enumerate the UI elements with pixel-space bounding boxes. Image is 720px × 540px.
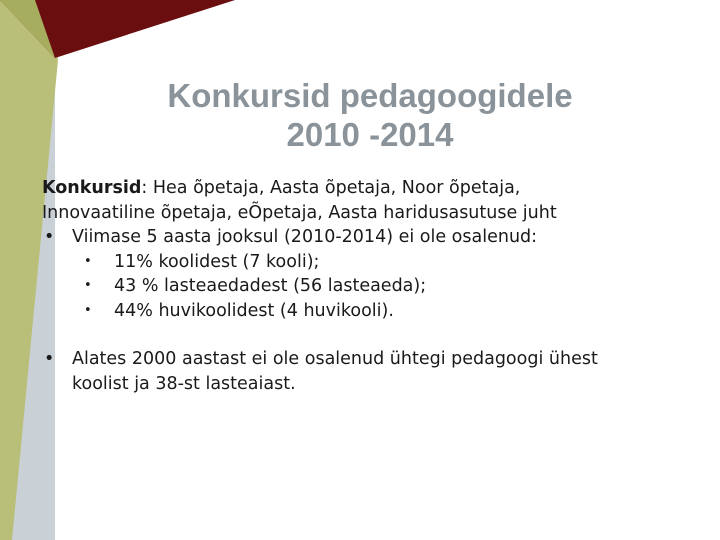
intro-text-line-1: : Hea õpetaja, Aasta õpetaja, Noor õpetaja, [141,178,521,198]
bullet-marker: • [84,302,92,318]
intro-text-line-2: Innovaatiline õpetaja, eÕpetaja, Aasta haridusasutuse juht [42,202,557,223]
bullet-item-2 [42,347,692,396]
spacer [42,323,692,347]
bullet-text [72,347,598,396]
title-line-2: 2010 -2014 [286,116,454,153]
bullet-marker: • [84,278,92,293]
sub-bullet-item [42,274,692,299]
bullet-text-line-1: Alates 2000 aastast ei ole osalenud ühtegi pedagoogi ühest [72,349,598,369]
bullet-marker: • [44,227,55,247]
bullet-text: Viimase 5 aasta jooksul (2010-2014) ei ole osalenud: [72,227,538,247]
intro-label: Konkursid [42,178,142,198]
title-line-1: Konkursid pedagoogidele [167,77,573,114]
sub-bullet-item [42,250,692,275]
sub-bullet-item [42,299,692,324]
sub-bullet-text: 11% koolidest (7 kooli); [114,251,320,272]
bullet-marker: • [44,349,55,369]
slide-title [120,76,620,154]
bullet-text-line-2: koolist ja 38-st lasteaiast. [72,373,296,394]
bullet-item-1 [42,225,692,250]
slide-body [42,176,692,396]
sub-bullet-text: 44% huvikoolidest (4 huvikooli). [114,300,394,321]
sub-bullet-text: 43 % lasteaedadest (56 lasteaeda); [114,276,427,296]
intro-paragraph [42,176,692,225]
bullet-marker: • [84,253,92,269]
